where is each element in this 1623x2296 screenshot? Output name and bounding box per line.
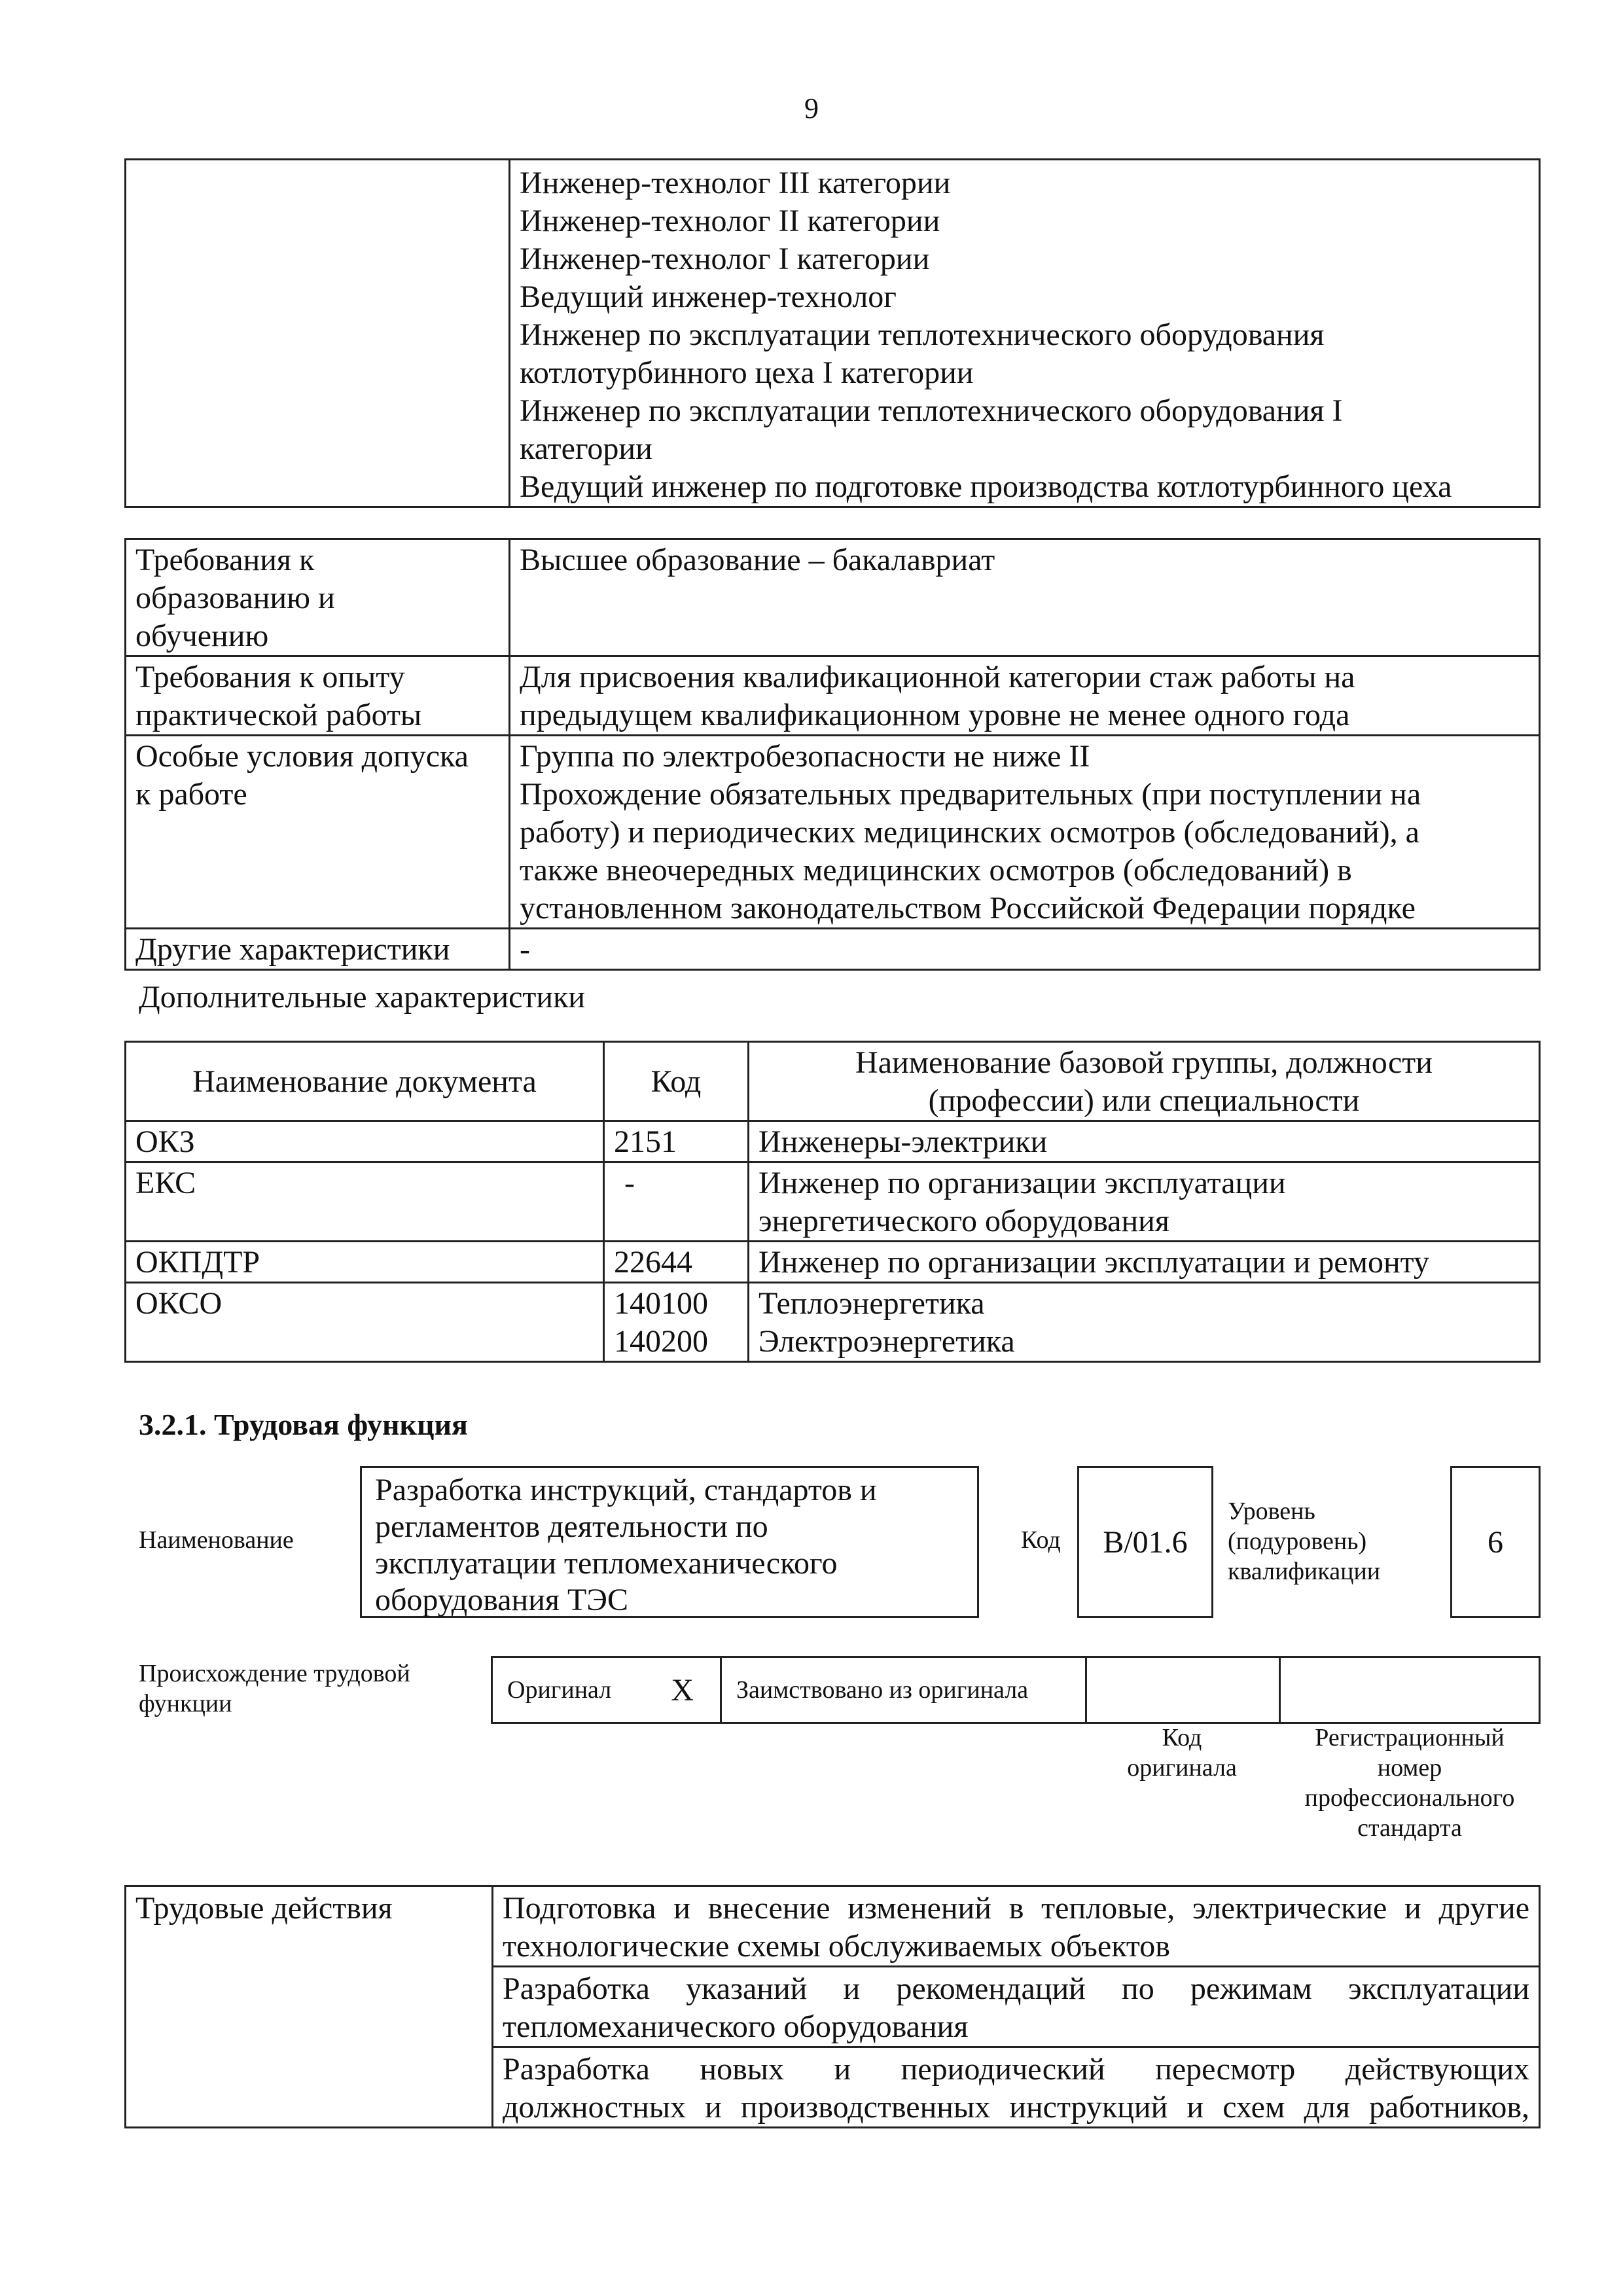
value-line: работу) и периодических медицинских осмотров (обследований), а bbox=[520, 815, 1419, 850]
position-line: котлотурбинного цеха I категории bbox=[520, 355, 974, 390]
function-name-line: Разработка инструкций, стандартов и bbox=[375, 1473, 877, 1507]
table-row bbox=[126, 1121, 1540, 1162]
doc-cell: ОКПДТР bbox=[126, 1242, 604, 1283]
table-row bbox=[126, 1242, 1540, 1283]
requirement-label bbox=[126, 656, 510, 736]
section-title: 3.2.1. Трудовая функция bbox=[139, 1408, 468, 1441]
table-row bbox=[126, 929, 1540, 970]
position-line: Инженер-технолог I категории bbox=[520, 242, 930, 276]
value-line: Высшее образование – бакалавриат bbox=[520, 543, 995, 577]
positions-table bbox=[124, 158, 1541, 508]
table-row bbox=[126, 1162, 1540, 1242]
requirement-value bbox=[510, 656, 1540, 736]
value-line: - bbox=[520, 932, 530, 967]
table-row bbox=[126, 539, 1540, 656]
additional-table bbox=[124, 1041, 1541, 1363]
name-line: Инженер по организации эксплуатации и ремонту bbox=[758, 1245, 1429, 1280]
level-label-line: (подуровень) bbox=[1228, 1528, 1367, 1555]
position-line: Инженер-технолог III категории bbox=[520, 166, 951, 200]
action-line: Разработка указаний и рекомендаций по режимам эксплуатации bbox=[503, 1971, 1529, 2006]
table-header-row bbox=[126, 1042, 1540, 1121]
header-code: Код bbox=[604, 1042, 749, 1121]
position-line: Инженер по эксплуатации теплотехнического оборудования bbox=[520, 317, 1325, 352]
additional-title: Дополнительные характеристики bbox=[139, 980, 586, 1014]
doc-cell: ЕКС bbox=[126, 1162, 604, 1242]
level-label bbox=[1228, 1496, 1380, 1587]
function-code-box: B/01.6 bbox=[1077, 1466, 1213, 1618]
function-name-line: оборудования ТЭС bbox=[375, 1583, 628, 1617]
caption-line: стандарта bbox=[1357, 1814, 1462, 1842]
positions-empty-cell bbox=[126, 160, 510, 507]
code-line: 140100 bbox=[614, 1286, 708, 1321]
label-line: Особые условия допуска bbox=[135, 739, 469, 774]
labor-actions-table bbox=[124, 1885, 1541, 2128]
labor-action-cell bbox=[493, 2047, 1540, 2128]
code-cell bbox=[604, 1121, 749, 1162]
position-line: Инженер по эксплуатации теплотехнического оборудования I bbox=[520, 393, 1343, 428]
reg-number-caption bbox=[1279, 1723, 1541, 1843]
name-cell bbox=[749, 1242, 1540, 1283]
doc-cell: ОКСО bbox=[126, 1283, 604, 1362]
value-line: предыдущем квалификационном уровне не менее одного года bbox=[520, 698, 1350, 732]
label-line: образованию и bbox=[135, 581, 335, 615]
header-line: Наименование базовой группы, должности bbox=[855, 1045, 1433, 1080]
action-line: должностных и производственных инструкций и схем для работников, bbox=[503, 2090, 1529, 2125]
value-line: Группа по электробезопасности не ниже II bbox=[520, 739, 1090, 774]
requirement-value bbox=[510, 929, 1540, 970]
labor-actions-label: Трудовые действия bbox=[126, 1886, 493, 2128]
requirement-label bbox=[126, 736, 510, 929]
code-cell bbox=[604, 1162, 749, 1242]
caption-line: Код bbox=[1162, 1724, 1202, 1751]
borrowed-cell: Заимствовано из оригинала bbox=[722, 1658, 1087, 1722]
doc-cell: ОКЗ bbox=[126, 1121, 604, 1162]
origin-label-line: функции bbox=[139, 1690, 232, 1717]
label-line: к работе bbox=[135, 777, 247, 812]
reg-number-cell bbox=[1281, 1658, 1539, 1722]
name-line: Инженер по организации эксплуатации bbox=[758, 1166, 1286, 1200]
header-line: (профессии) или специальности bbox=[928, 1083, 1360, 1118]
origin-row bbox=[491, 1656, 1541, 1724]
level-label-line: квалификации bbox=[1228, 1558, 1381, 1585]
code-cell bbox=[604, 1242, 749, 1283]
caption-line: оригинала bbox=[1127, 1754, 1237, 1782]
label-line: практической работы bbox=[135, 698, 422, 732]
code-original-caption bbox=[1084, 1723, 1280, 1783]
position-line: категории bbox=[520, 431, 652, 466]
code-label: Код bbox=[1021, 1526, 1061, 1554]
label-line: Другие характеристики bbox=[135, 932, 450, 967]
action-line: тепломеханического оборудования bbox=[503, 2009, 969, 2044]
function-name-line: эксплуатации тепломеханического bbox=[375, 1546, 838, 1581]
label-line: обучению bbox=[135, 619, 269, 653]
name-label: Наименование bbox=[139, 1526, 294, 1554]
original-code-cell bbox=[1087, 1658, 1281, 1722]
labor-action-cell bbox=[493, 1967, 1540, 2047]
code-cell bbox=[604, 1283, 749, 1362]
caption-line: Регистрационный bbox=[1315, 1724, 1505, 1751]
name-line: энергетического оборудования bbox=[758, 1204, 1169, 1238]
code-line: 22644 bbox=[614, 1245, 692, 1280]
level-label-line: Уровень bbox=[1228, 1498, 1315, 1525]
original-cell bbox=[493, 1658, 722, 1722]
requirement-value bbox=[510, 736, 1540, 929]
name-cell bbox=[749, 1283, 1540, 1362]
original-label: Оригинал bbox=[507, 1676, 612, 1704]
table-row bbox=[126, 736, 1540, 929]
position-line: Ведущий инженер-технолог bbox=[520, 279, 897, 314]
requirement-value bbox=[510, 539, 1540, 656]
action-line: Подготовка и внесение изменений в тепловые, электрические и другие bbox=[503, 1891, 1529, 1926]
page-number: 9 bbox=[804, 92, 819, 124]
action-line: технологические схемы обслуживаемых объектов bbox=[503, 1929, 1170, 1964]
name-line: Инженеры-электрики bbox=[758, 1124, 1048, 1159]
label-line: Требования к bbox=[135, 543, 315, 577]
value-line: Для присвоения квалификационной категории стаж работы на bbox=[520, 660, 1355, 694]
header-name bbox=[749, 1042, 1540, 1121]
requirement-label bbox=[126, 539, 510, 656]
label-line: Требования к опыту bbox=[135, 660, 405, 694]
table-row bbox=[126, 1886, 1540, 1967]
level-value-box: 6 bbox=[1450, 1466, 1541, 1618]
name-cell bbox=[749, 1121, 1540, 1162]
labor-action-cell bbox=[493, 1886, 1540, 1967]
original-mark: X bbox=[671, 1672, 694, 1708]
origin-label-line: Происхождение трудовой bbox=[139, 1660, 410, 1687]
positions-list-cell bbox=[510, 160, 1540, 507]
action-line: Разработка новых и периодический пересмотр действующих bbox=[503, 2052, 1529, 2087]
name-line: Теплоэнергетика bbox=[758, 1286, 985, 1321]
position-line: Инженер-технолог II категории bbox=[520, 204, 940, 238]
name-cell bbox=[749, 1162, 1540, 1242]
name-line: Электроэнергетика bbox=[758, 1324, 1015, 1359]
code-line: 140200 bbox=[614, 1324, 708, 1359]
table-row bbox=[126, 1283, 1540, 1362]
value-line: также внеочередных медицинских осмотров (обследований) в bbox=[520, 853, 1352, 888]
function-name-box bbox=[360, 1466, 979, 1618]
header-doc: Наименование документа bbox=[126, 1042, 604, 1121]
value-line: установленном законодательством Российской Федерации порядке bbox=[520, 891, 1416, 925]
value-line: Прохождение обязательных предварительных (при поступлении на bbox=[520, 777, 1421, 812]
caption-line: профессионального bbox=[1304, 1784, 1515, 1812]
origin-label bbox=[139, 1659, 410, 1719]
function-name-line: регламентов деятельности по bbox=[375, 1509, 768, 1544]
table-row bbox=[126, 656, 1540, 736]
code-line: - bbox=[624, 1166, 635, 1200]
requirements-table bbox=[124, 538, 1541, 971]
position-line: Ведущий инженер по подготовке производства котлотурбинного цеха bbox=[520, 469, 1452, 504]
requirement-label bbox=[126, 929, 510, 970]
code-line: 2151 bbox=[614, 1124, 677, 1159]
caption-line: номер bbox=[1377, 1754, 1442, 1782]
